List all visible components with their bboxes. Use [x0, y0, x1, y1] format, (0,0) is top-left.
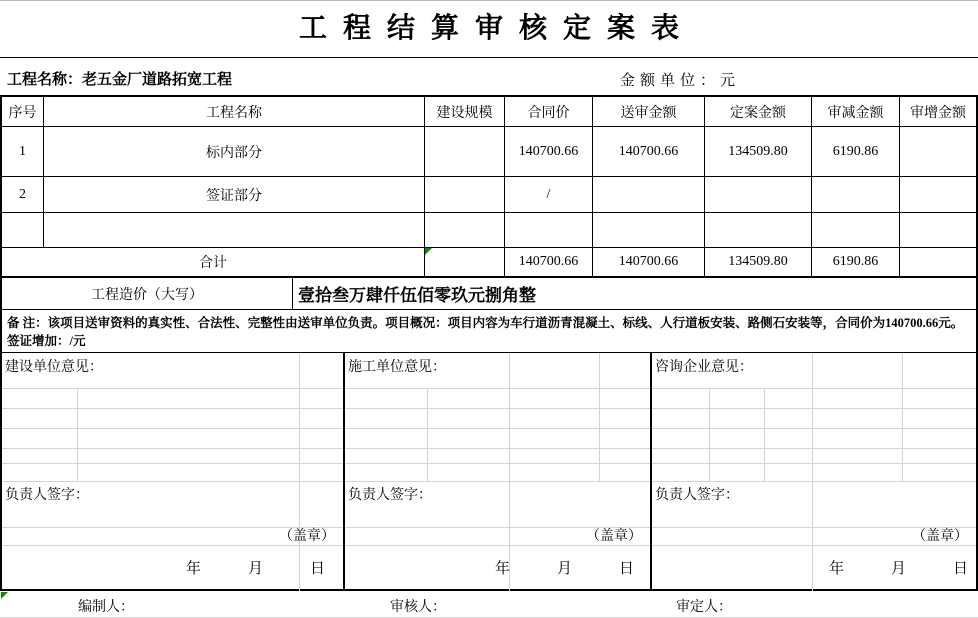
seal-label: （盖章） [2, 528, 343, 546]
amount-unit-label: 金额单位：元 [620, 73, 741, 89]
col-header-reduced: 审减金额 [812, 97, 900, 127]
month-label: 月 [247, 561, 263, 577]
cell-seq [2, 213, 44, 248]
opinion-consulting-firm [650, 353, 976, 589]
day-label: 日 [618, 561, 634, 577]
seal-label: （盖章） [345, 528, 650, 546]
faint-gridline [709, 388, 710, 481]
month-label: 月 [556, 561, 572, 577]
approver-label: 审定人： [676, 600, 732, 615]
cell-increased [900, 177, 976, 213]
total-finalized: 134509.80 [705, 248, 812, 276]
cell-name [44, 213, 425, 248]
col-header-scale: 建设规模 [425, 97, 505, 127]
col-header-seq: 序号 [2, 97, 44, 127]
cell-name: 签证部分 [44, 177, 425, 213]
remark-row: 备 注：该项目送审资料的真实性、合法性、完整性由送审单位负责。项目概况：项目内容为车行道沥青混凝土、标线、人行道板安装、路侧石安装等，合同价为140700.66元。签证增加：/元 [0, 310, 978, 353]
faint-gridline [764, 388, 765, 481]
col-header-submitted: 送审金额 [593, 97, 705, 127]
col-header-name: 工程名称 [44, 97, 425, 127]
year-label: 年 [494, 561, 510, 577]
total-submitted: 140700.66 [593, 248, 705, 276]
year-label: 年 [828, 561, 844, 577]
page-title: 工程结算审核定案表 [298, 13, 695, 44]
col-header-contract: 合同价 [505, 97, 593, 127]
error-indicator-triangle [425, 248, 432, 255]
opinion-blank-rows [345, 388, 650, 481]
cell-finalized [705, 177, 812, 213]
cost-in-words-row [0, 278, 978, 310]
year-label: 年 [185, 561, 201, 577]
opinions-section [0, 353, 978, 591]
cell-submitted [593, 213, 705, 248]
cell-scale [425, 213, 505, 248]
project-name-label: 工程名称：老五金厂道路拓宽工程 [7, 72, 233, 88]
opinion-title: 施工单位意见： [348, 360, 446, 375]
date-row [652, 546, 976, 589]
cell-seq: 1 [2, 127, 44, 177]
cost-in-words-label: 工程造价（大写） [2, 278, 293, 309]
cell-scale [425, 177, 505, 213]
cost-in-words-value: 壹拾叁万肆仟伍佰零玖元捌角整 [298, 286, 536, 305]
date-row [2, 546, 343, 589]
col-header-finalized: 定案金额 [705, 97, 812, 127]
total-reduced: 6190.86 [812, 248, 900, 276]
cell-increased [900, 213, 976, 248]
seal-label: （盖章） [652, 528, 976, 546]
cell-submitted [593, 177, 705, 213]
cell-reduced: 6190.86 [812, 127, 900, 177]
day-label: 日 [952, 561, 968, 577]
info-row [0, 57, 978, 95]
total-label: 合计 [2, 248, 425, 276]
cell-contract [505, 213, 593, 248]
total-increased [900, 248, 976, 276]
footer-row [0, 591, 978, 618]
cell-reduced [812, 213, 900, 248]
top-hairline [0, 0, 978, 1]
opinion-blank-rows [2, 388, 343, 481]
day-label: 日 [309, 561, 325, 577]
month-label: 月 [890, 561, 906, 577]
cell-contract: 140700.66 [505, 127, 593, 177]
cell-increased [900, 127, 976, 177]
cell-submitted: 140700.66 [593, 127, 705, 177]
signer-label: 负责人签字： [345, 481, 650, 528]
cell-seq: 2 [2, 177, 44, 213]
opinion-contractor-unit [343, 353, 650, 589]
reviewer-label: 审核人： [390, 600, 446, 615]
opinion-construction-unit [2, 353, 343, 589]
date-row [345, 546, 650, 589]
opinion-title: 建设单位意见： [5, 360, 103, 375]
signer-label: 负责人签字： [652, 481, 976, 528]
col-header-increased: 审增金额 [900, 97, 976, 127]
cell-contract: / [505, 177, 593, 213]
opinion-blank-rows [652, 388, 976, 481]
total-contract: 140700.66 [505, 248, 593, 276]
cell-reduced [812, 177, 900, 213]
faint-gridline [77, 388, 78, 481]
cell-finalized [705, 213, 812, 248]
opinion-title: 咨询企业意见： [655, 360, 753, 375]
cell-name: 标内部分 [44, 127, 425, 177]
total-scale [425, 248, 505, 276]
preparer-label: 编制人： [78, 600, 134, 615]
summary-table [0, 95, 978, 278]
cell-scale [425, 127, 505, 177]
cell-finalized: 134509.80 [705, 127, 812, 177]
faint-gridline [427, 388, 428, 481]
signer-label: 负责人签字： [2, 481, 343, 528]
